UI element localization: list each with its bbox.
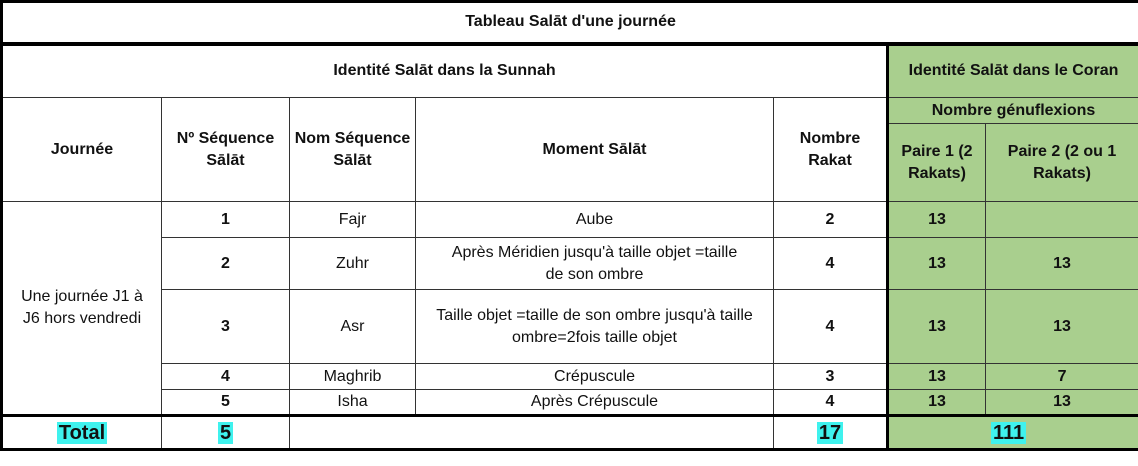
total-rakat: 17 — [818, 421, 842, 444]
row-num: 3 — [162, 290, 290, 364]
col-nom-header: Nom Séquence Sālāt — [290, 98, 416, 202]
row-num: 1 — [162, 202, 290, 238]
sunnah-group-header: Identité Salāt dans la Sunnah — [2, 44, 888, 98]
total-label-cell — [2, 416, 162, 450]
row-paire1: 13 — [888, 202, 986, 238]
row-moment: Crépuscule — [416, 364, 774, 390]
row-moment: Aube — [416, 202, 774, 238]
title-row — [2, 2, 1138, 44]
row-rakat: 4 — [774, 238, 888, 290]
total-empty-cell — [290, 416, 774, 450]
col-journee-header: Journée — [2, 98, 162, 202]
row-rakat: 4 — [774, 390, 888, 416]
total-genuflexions: 111 — [993, 421, 1025, 444]
col-numero-header: Nº Séquence Sālāt — [162, 98, 290, 202]
row-paire2: 13 — [986, 238, 1138, 290]
genuflexions-header: Nombre génuflexions — [888, 98, 1138, 124]
row-num: 2 — [162, 238, 290, 290]
row-paire2 — [986, 202, 1138, 238]
column-header-row-1 — [2, 98, 1138, 124]
paire2-header: Paire 2 (2 ou 1 Rakats) — [986, 124, 1138, 202]
coran-group-header: Identité Salāt dans le Coran — [888, 44, 1138, 98]
col-moment-header: Moment Sālāt — [416, 98, 774, 202]
row-paire1: 13 — [888, 238, 986, 290]
row-paire2: 13 — [986, 390, 1138, 416]
row-paire2: 7 — [986, 364, 1138, 390]
row-num: 5 — [162, 390, 290, 416]
row-paire2: 13 — [986, 290, 1138, 364]
row-moment: Taille objet =taille de son ombre jusqu'à taille ombre=2fois taille objet — [416, 290, 774, 364]
table-row — [2, 290, 1138, 364]
table-title: Tableau Salāt d'une journée — [2, 2, 1138, 44]
group-header-row — [2, 44, 1138, 98]
table-row — [2, 238, 1138, 290]
total-num: 5 — [220, 421, 232, 444]
total-label: Total — [58, 421, 106, 444]
total-num-cell — [162, 416, 290, 450]
row-nom: Asr — [290, 290, 416, 364]
row-nom: Fajr — [290, 202, 416, 238]
row-paire1: 13 — [888, 390, 986, 416]
total-rakat-cell — [774, 416, 888, 450]
row-nom: Maghrib — [290, 364, 416, 390]
row-rakat: 3 — [774, 364, 888, 390]
row-rakat: 4 — [774, 290, 888, 364]
total-row — [2, 416, 1138, 450]
row-paire1: 13 — [888, 364, 986, 390]
row-nom: Zuhr — [290, 238, 416, 290]
table-row — [2, 202, 1138, 238]
paire1-header: Paire 1 (2 Rakats) — [888, 124, 986, 202]
col-rakat-header: Nombre Rakat — [774, 98, 888, 202]
row-paire1: 13 — [888, 290, 986, 364]
journee-cell: Une journée J1 à J6 hors vendredi — [2, 202, 162, 416]
total-genuflexions-cell — [888, 416, 1138, 450]
row-rakat: 2 — [774, 202, 888, 238]
row-moment: Après Crépuscule — [416, 390, 774, 416]
row-moment: Après Méridien jusqu'à taille objet =taille de son ombre — [416, 238, 774, 290]
row-num: 4 — [162, 364, 290, 390]
table-row — [2, 364, 1138, 390]
row-nom: Isha — [290, 390, 416, 416]
table-row — [2, 390, 1138, 416]
